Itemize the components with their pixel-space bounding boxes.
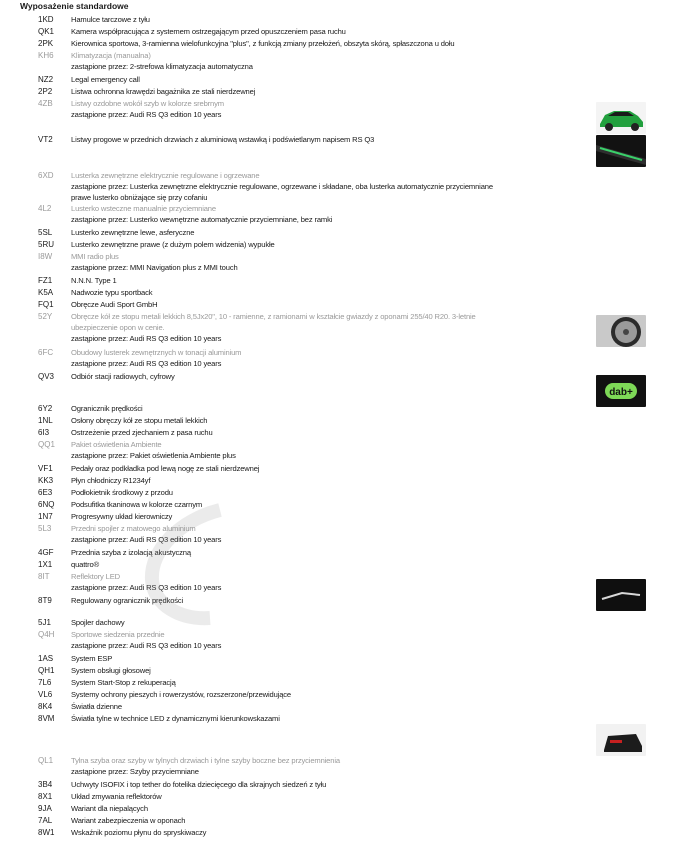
option-description: Odbiór stacji radiowych, cyfrowy	[71, 372, 175, 381]
option-description: System Start-Stop z rekuperacją	[71, 678, 176, 687]
option-code: VF1	[38, 464, 53, 473]
option-code: 6XD	[38, 171, 54, 180]
option-code: K5A	[38, 288, 54, 297]
option-code: 8W1	[38, 828, 55, 837]
option-code: 52Y	[38, 312, 53, 321]
option-code: 6FC	[38, 348, 54, 357]
option-description: N.N.N. Type 1	[71, 276, 117, 285]
option-code: QQ1	[38, 440, 55, 449]
option-code: 8VM	[38, 714, 55, 723]
option-description: Wariant dla niepalących	[71, 804, 148, 813]
option-description-line: zastąpione przez: 2-strefowa klimatyzacja automatyczna	[71, 62, 253, 71]
option-description-line: zastąpione przez: Szyby przyciemniane	[71, 767, 199, 776]
option-code: 4GF	[38, 548, 54, 557]
option-code: KH6	[38, 51, 54, 60]
option-description: Sportowe siedzenia przednie	[71, 630, 165, 639]
option-description: Uchwyty ISOFIX i top tether do fotelika dziecięcego dla skrajnych siedzeń z tyłu	[71, 780, 327, 789]
option-description: Nadwozie typu sportback	[71, 288, 153, 297]
option-description: Światła dzienne	[71, 702, 122, 711]
option-code: Q4H	[38, 630, 55, 639]
option-code: 2P2	[38, 87, 53, 96]
car-front-thumb	[596, 102, 646, 134]
option-description: Wskaźnik poziomu płynu do spryskiwaczy	[71, 828, 207, 837]
option-code: QH1	[38, 666, 55, 675]
option-description: Spojler dachowy	[71, 618, 125, 627]
option-description: Pedały oraz podkładka pod lewą nogę ze stali nierdzewnej	[71, 464, 260, 473]
option-code: 1NL	[38, 416, 53, 425]
option-code: 3B4	[38, 780, 53, 789]
dab-logo-text: dab+	[609, 387, 633, 398]
option-code: 5RU	[38, 240, 55, 249]
option-description: Progresywny układ kierowniczy	[71, 512, 173, 521]
option-code: I8W	[38, 252, 53, 261]
option-code: VL6	[38, 690, 53, 699]
sill-plate-thumb	[596, 135, 646, 167]
option-code: QV3	[38, 372, 55, 381]
option-code: QK1	[38, 27, 55, 36]
option-description: Tylna szyba oraz szyby w tylnych drzwiach i tylne szyby boczne bez przyciemnienia	[71, 756, 340, 765]
option-description: System obsługi głosowej	[71, 666, 151, 675]
option-description: Obręcze kół ze stopu metali lekkich 8,5Jx20", 10 - ramienne, z ramionami w kształcie gwiazdy z oponami 255/40 R20. 3-letnie	[71, 312, 476, 321]
option-code: 5L3	[38, 524, 52, 533]
option-description: Światła tylne w technice LED z dynamicznymi kierunkowskazami	[71, 714, 280, 723]
option-description: Podsufitka tkaninowa w kolorze czarnym	[71, 500, 203, 509]
option-code: 1N7	[38, 512, 53, 521]
option-description: Ogranicznik prędkości	[71, 404, 143, 413]
option-description-line: zastąpione przez: Lusterka zewnętrzne elektrycznie regulowane, ogrzewane i składane, oba lusterka automatycznie przyciemniane	[71, 182, 493, 191]
option-code: 1AS	[38, 654, 54, 663]
option-code: 6E3	[38, 488, 53, 497]
option-description: Lusterko zewnętrzne prawe (z dużym polem widzenia) wypukłe	[71, 240, 275, 249]
headlight-thumb	[596, 579, 646, 611]
option-description: Kamera współpracująca z systemem ostrzegającym przed opuszczeniem pasa ruchu	[71, 27, 346, 36]
option-description: Lusterko wsteczne manualnie przyciemniane	[71, 204, 216, 213]
option-description-line: prawe lusterko obniżające się przy cofaniu	[71, 193, 208, 202]
option-code: 7AL	[38, 816, 53, 825]
option-code: VT2	[38, 135, 53, 144]
dab-thumb	[596, 375, 646, 407]
option-description: Ostrzeżenie przed zjechaniem z pasa ruchu	[71, 428, 213, 437]
option-code: KK3	[38, 476, 54, 485]
option-description: Wariant zabezpieczenia w oponach	[71, 816, 186, 825]
option-code: 8T9	[38, 596, 52, 605]
option-code: FQ1	[38, 300, 54, 309]
option-description: Płyn chłodniczy R1234yf	[71, 476, 151, 485]
option-code: QL1	[38, 756, 54, 765]
option-description: Listwy ozdobne wokół szyb w kolorze srebrnym	[71, 99, 224, 108]
option-description: Przedni spojler z matowego aluminium	[71, 524, 196, 533]
option-code: FZ1	[38, 276, 53, 285]
option-code: 1KD	[38, 15, 54, 24]
watermark	[140, 500, 240, 630]
option-description-line: zastąpione przez: Lusterko wewnętrzne automatycznie przyciemniane, bez ramki	[71, 215, 333, 224]
option-description: Podłokietnik środkowy z przodu	[71, 488, 173, 497]
option-description: Lusterka zewnętrzne elektrycznie regulowane i ogrzewane	[71, 171, 260, 180]
option-code: 4ZB	[38, 99, 53, 108]
option-description: Regulowany ogranicznik prędkości	[71, 596, 184, 605]
option-code: 4L2	[38, 204, 52, 213]
option-description-line: zastąpione przez: Audi RS Q3 edition 10 years	[71, 535, 222, 544]
option-description: Osłony obręczy kół ze stopu metali lekkich	[71, 416, 208, 425]
option-description: Obręcze Audi Sport GmbH	[71, 300, 158, 309]
option-code: NZ2	[38, 75, 54, 84]
option-description-line: zastąpione przez: Audi RS Q3 edition 10 years	[71, 359, 222, 368]
option-description: quattro®	[71, 560, 100, 569]
option-description: Lusterko zewnętrzne lewe, asferyczne	[71, 228, 195, 237]
option-description: Przednia szyba z izolacją akustyczną	[71, 548, 191, 557]
option-description: Obudowy lusterek zewnętrznych w tonacji aluminium	[71, 348, 242, 357]
option-code: 1X1	[38, 560, 53, 569]
option-code: 6Y2	[38, 404, 53, 413]
option-description: Kierownica sportowa, 3-ramienna wielofunkcyjna "plus", z funkcją zmiany przełożeń, obszyta skórą, spłaszczona u dołu	[71, 39, 455, 48]
option-description: Listwy progowe w przednich drzwiach z aluminiową wstawką i podświetlanym napisem RS Q3	[71, 135, 375, 144]
option-code: 6NQ	[38, 500, 55, 509]
option-code: 5SL	[38, 228, 53, 237]
option-code: 8K4	[38, 702, 53, 711]
page-title: Wyposażenie standardowe	[20, 1, 129, 11]
option-description: Reflektory LED	[71, 572, 120, 581]
option-code: 8X1	[38, 792, 53, 801]
option-description-line: zastąpione przez: MMI Navigation plus z MMI touch	[71, 263, 238, 272]
option-code: 8IT	[38, 572, 50, 581]
option-description: Legal emergency call	[71, 75, 140, 84]
option-description-line: zastąpione przez: Audi RS Q3 edition 10 years	[71, 641, 222, 650]
option-description: Układ zmywania reflektorów	[71, 792, 162, 801]
option-code: 6I3	[38, 428, 50, 437]
option-code: 2PK	[38, 39, 54, 48]
option-description-line: zastąpione przez: Audi RS Q3 edition 10 years	[71, 583, 222, 592]
option-code: 7L6	[38, 678, 52, 687]
option-description-line: ubezpieczenie opon w cenie.	[71, 323, 165, 332]
option-description: MMI radio plus	[71, 252, 119, 261]
option-description: Pakiet oświetlenia Ambiente	[71, 440, 162, 449]
option-description: Systemy ochrony pieszych i rowerzystów, rozszerzone/przewidujące	[71, 690, 291, 699]
option-description: Hamulce tarczowe z tyłu	[71, 15, 150, 24]
wheel-thumb	[596, 315, 646, 347]
option-code: 5J1	[38, 618, 51, 627]
option-description: Klimatyzacja (manualna)	[71, 51, 151, 60]
option-description-line: zastąpione przez: Audi RS Q3 edition 10 years	[71, 110, 222, 119]
option-description: Listwa ochronna krawędzi bagażnika ze stali nierdzewnej	[71, 87, 256, 96]
option-description: System ESP	[71, 654, 113, 663]
taillight-thumb	[596, 724, 646, 756]
option-code: 9JA	[38, 804, 52, 813]
option-description-line: zastąpione przez: Audi RS Q3 edition 10 years	[71, 334, 222, 343]
option-description-line: zastąpione przez: Pakiet oświetlenia Ambiente plus	[71, 451, 236, 460]
